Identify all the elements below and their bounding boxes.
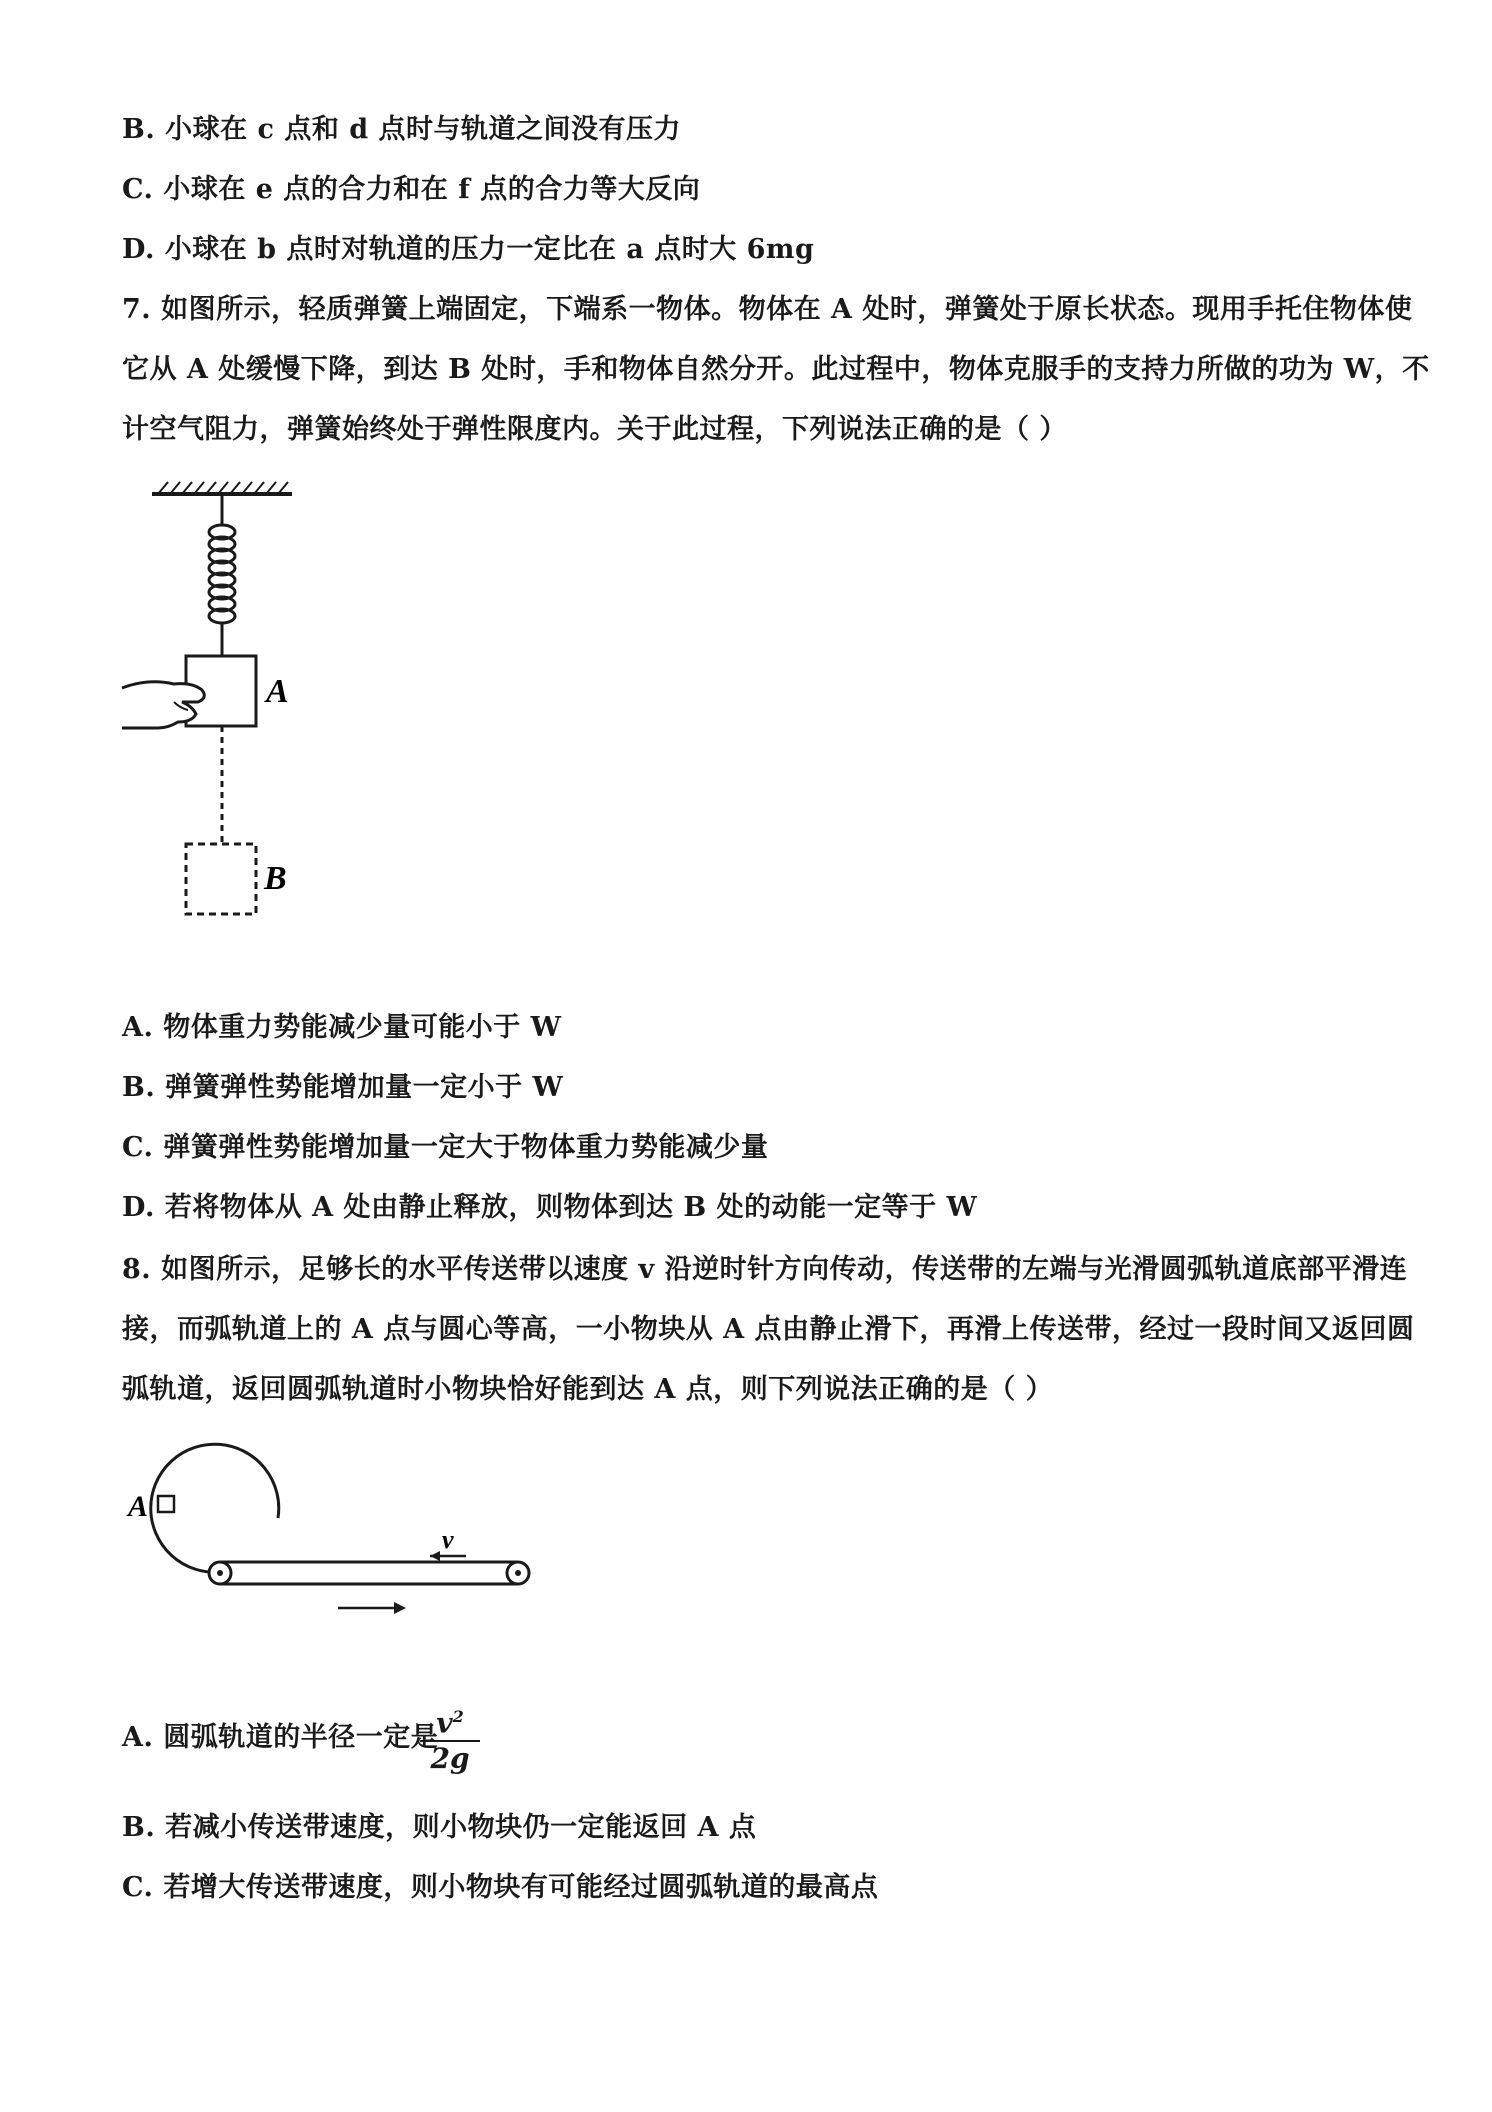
- q7-option-C: C. 弹簧弹性势能增加量一定大于物体重力势能减少量: [122, 1132, 769, 1163]
- q7-text-line2: 它从 A 处缓慢下降，到达 B 处时，手和物体自然分开。此过程中，物体克服手的支持力所做的功为 W，不: [122, 354, 1430, 385]
- q7-label-B: B: [264, 860, 287, 897]
- q8-text-line2: 接，而弧轨道上的 A 点与圆心等高，一小物块从 A 点由静止滑下，再滑上传送带，经过一段时间又返回圆: [122, 1314, 1415, 1345]
- q7-text-line3: 计空气阻力，弹簧始终处于弹性限度内。关于此过程，下列说法正确的是（ ）: [122, 414, 1067, 445]
- q8-text-line3: 弧轨道，返回圆弧轨道时小物块恰好能到达 A 点，则下列说法正确的是（ ）: [122, 1374, 1054, 1405]
- q8-text-line1: 8. 如图所示，足够长的水平传送带以速度 v 沿逆时针方向传动，传送带的左端与光滑圆弧轨道底部平滑连: [122, 1254, 1408, 1285]
- q8-option-B: B. 若减小传送带速度，则小物块仍一定能返回 A 点: [122, 1812, 757, 1843]
- q8-option-A-fraction: [420, 1700, 480, 1776]
- fraction-numerator: $v^2$: [420, 1700, 480, 1742]
- q8-label-A: A: [128, 1490, 149, 1523]
- q7-option-A: A. 物体重力势能减少量可能小于 W: [122, 1012, 562, 1043]
- q8-conveyor-figure: [120, 1432, 560, 1632]
- fraction-denominator: 2g: [430, 1742, 470, 1776]
- q7-text-line1: 7. 如图所示，轻质弹簧上端固定，下端系一物体。物体在 A 处时，弹簧处于原长状态。现用手托住物体使: [122, 294, 1413, 325]
- q8-option-C: C. 若增大传送带速度，则小物块有可能经过圆弧轨道的最高点: [122, 1872, 879, 1903]
- option-B-prev: B. 小球在 c 点和 d 点时与轨道之间没有压力: [122, 114, 682, 145]
- q7-label-A: A: [266, 673, 289, 710]
- q8-option-A-prefix: A. 圆弧轨道的半径一定是: [122, 1722, 439, 1753]
- q7-option-B: B. 弹簧弹性势能增加量一定小于 W: [122, 1072, 564, 1103]
- option-C-prev: C. 小球在 e 点的合力和在 f 点的合力等大反向: [122, 174, 701, 205]
- q8-label-v: v: [442, 1525, 454, 1554]
- option-D-prev: D. 小球在 b 点时对轨道的压力一定比在 a 点时大 6mg: [122, 234, 815, 265]
- q7-option-D: D. 若将物体从 A 处由静止释放，则物体到达 B 处的动能一定等于 W: [122, 1192, 978, 1223]
- q7-spring-figure: [118, 478, 438, 938]
